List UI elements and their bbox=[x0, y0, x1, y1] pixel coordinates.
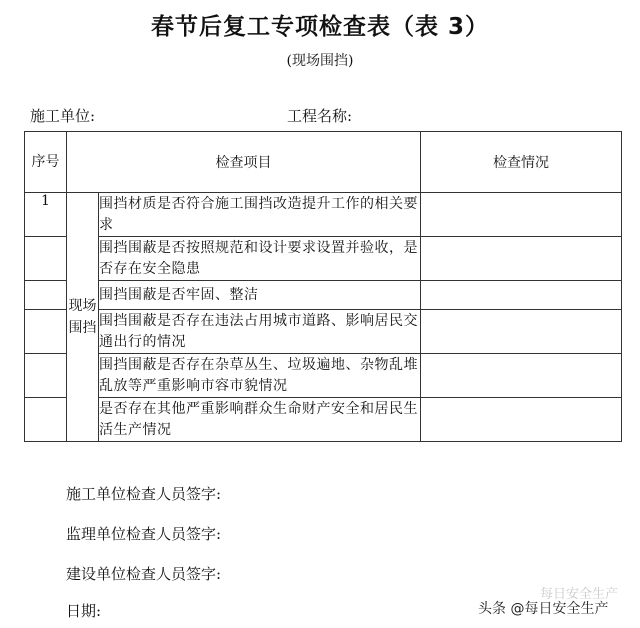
row-number: 1 bbox=[25, 193, 67, 237]
page-title: 春节后复工专项检查表（表 3） bbox=[150, 14, 489, 40]
status-cell[interactable] bbox=[421, 193, 622, 237]
construction-unit-label: 施工单位: bbox=[30, 107, 96, 125]
header-item: 检查项目 bbox=[67, 132, 421, 193]
row-number bbox=[25, 281, 67, 310]
check-item: 围挡围蔽是否牢固、整洁 bbox=[99, 281, 421, 310]
check-item: 围挡围蔽是否存在杂草丛生、垃圾遍地、杂物乱堆乱放等严重影响市容市貌情况 bbox=[99, 354, 421, 398]
status-cell[interactable] bbox=[421, 398, 622, 442]
table-row bbox=[25, 398, 622, 442]
table-row bbox=[25, 354, 622, 398]
category-cell: 现场围挡 bbox=[67, 193, 99, 442]
construction-inspector-signature-label: 施工单位检查人员签字: bbox=[66, 485, 222, 503]
table-header-row bbox=[25, 132, 622, 193]
status-cell[interactable] bbox=[421, 354, 622, 398]
table-row bbox=[25, 237, 622, 281]
project-name-label: 工程名称: bbox=[287, 107, 353, 125]
status-cell[interactable] bbox=[421, 237, 622, 281]
page-subtitle: (现场围挡) bbox=[286, 53, 354, 69]
table-row bbox=[25, 193, 622, 237]
row-number bbox=[25, 398, 67, 442]
header-no: 序号 bbox=[25, 132, 67, 193]
row-number bbox=[25, 354, 67, 398]
source-credit: 头条 @每日安全生产 bbox=[478, 601, 609, 617]
check-item: 围挡围蔽是否存在违法占用城市道路、影响居民交通出行的情况 bbox=[99, 310, 421, 354]
check-item: 围挡围蔽是否按照规范和设计要求设置并验收，是否存在安全隐患 bbox=[99, 237, 421, 281]
header-status: 检查情况 bbox=[421, 132, 622, 193]
table-row bbox=[25, 281, 622, 310]
check-item: 是否存在其他严重影响群众生命财产安全和居民生活生产情况 bbox=[99, 398, 421, 442]
date-label: 日期: bbox=[66, 602, 102, 620]
inspection-table bbox=[24, 131, 622, 442]
supervision-inspector-signature-label: 监理单位检查人员签字: bbox=[66, 525, 222, 543]
status-cell[interactable] bbox=[421, 281, 622, 310]
status-cell[interactable] bbox=[421, 310, 622, 354]
row-number bbox=[25, 237, 67, 281]
table-row bbox=[25, 310, 622, 354]
row-number bbox=[25, 310, 67, 354]
check-item: 围挡材质是否符合施工围挡改造提升工作的相关要求 bbox=[99, 193, 421, 237]
owner-inspector-signature-label: 建设单位检查人员签字: bbox=[66, 565, 222, 583]
watermark: 每日安全生产 bbox=[540, 587, 619, 602]
